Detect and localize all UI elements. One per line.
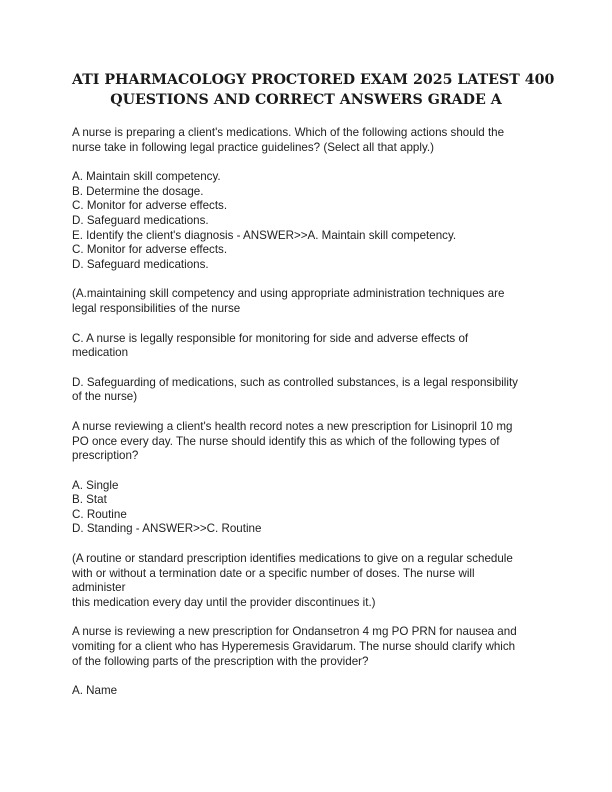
option-line: B. Stat	[72, 493, 107, 507]
title-line: ATI PHARMACOLOGY PROCTORED EXAM 2025 LATEST 400	[72, 72, 555, 88]
question-2-options	[72, 479, 540, 537]
text-line: administer	[72, 581, 126, 595]
text-line: (A.maintaining skill competency and using appropriate administration techniques are	[72, 287, 505, 301]
text-line: this medication every day until the provider discontinues it.)	[72, 595, 376, 609]
document-title	[72, 70, 555, 110]
text-line: A nurse is reviewing a new prescription for Ondansetron 4 mg PO PRN for nausea and	[72, 625, 517, 639]
answer-line: D. Standing - ANSWER>>C. Routine	[72, 522, 262, 536]
text-line: of the nurse)	[72, 390, 138, 404]
text-line: C. A nurse is legally responsible for monitoring for side and adverse effects of	[72, 331, 469, 345]
question-1-stem	[72, 126, 540, 155]
option-line: A. Maintain skill competency.	[72, 170, 221, 184]
text-line: A nurse reviewing a client's health record notes a new prescription for Lisinopril 10 mg	[72, 419, 513, 433]
text-line: with or without a termination date or a specific number of doses. The nurse will	[72, 566, 475, 580]
question-2-stem	[72, 420, 540, 464]
text-line: A nurse is preparing a client's medications. Which of the following actions should the	[72, 126, 505, 139]
answer-line: E. Identify the client's diagnosis - ANSWER>>A. Maintain skill competency.	[72, 228, 457, 242]
document-body	[72, 126, 540, 699]
question-1-options	[72, 170, 540, 272]
rationale-d	[72, 376, 540, 405]
question-3-stem	[72, 625, 540, 669]
option-line: B. Determine the dosage.	[72, 184, 204, 198]
option-line: C. Monitor for adverse effects.	[72, 199, 228, 213]
text-line: D. Safeguarding of medications, such as controlled substances, is a legal responsibility	[72, 375, 518, 389]
option-line: A. Single	[72, 478, 119, 492]
option-line: A. Name	[72, 684, 118, 698]
option-line: D. Safeguard medications.	[72, 213, 209, 227]
text-line: PO once every day. The nurse should identify this as which of the following types of	[72, 434, 500, 448]
question-2-rationale	[72, 552, 540, 610]
answer-line: D. Safeguard medications.	[72, 257, 209, 271]
rationale-a	[72, 287, 540, 316]
text-line: of the following parts of the prescription with the provider?	[72, 654, 369, 668]
question-3-options	[72, 684, 540, 699]
text-line: nurse take in following legal practice guidelines? (Select all that apply.)	[72, 140, 434, 154]
option-line: C. Routine	[72, 507, 127, 521]
title-line: QUESTIONS AND CORRECT ANSWERS GRADE A	[110, 92, 502, 108]
rationale-c	[72, 332, 540, 361]
text-line: (A routine or standard prescription identifies medications to give on a regular schedule	[72, 552, 513, 566]
text-line: prescription?	[72, 449, 139, 463]
text-line: vomiting for a client who has Hyperemesis Gravidarum. The nurse should clarify which	[72, 640, 516, 654]
text-line: medication	[72, 346, 129, 360]
answer-line: C. Monitor for adverse effects.	[72, 243, 228, 257]
text-line: legal responsibilities of the nurse	[72, 301, 241, 315]
